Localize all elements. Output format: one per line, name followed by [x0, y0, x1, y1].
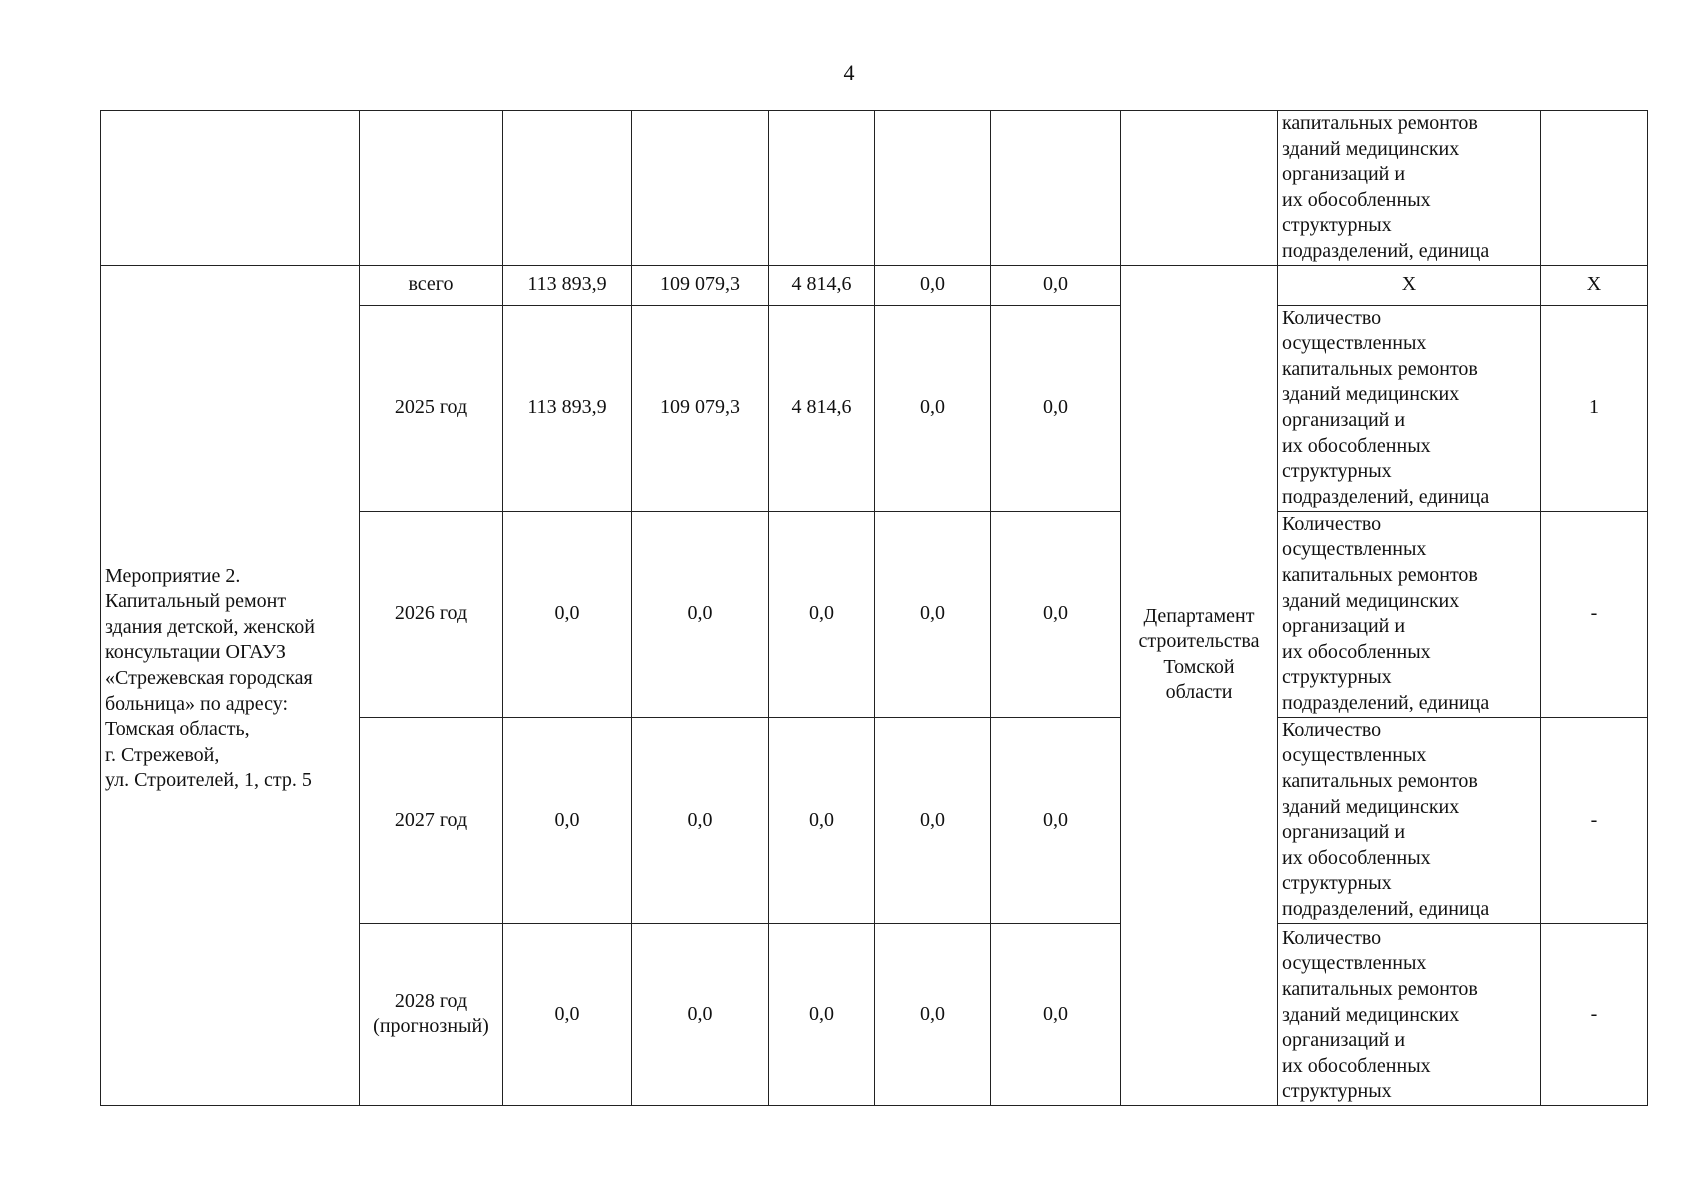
measure-name-line: ул. Строителей, 1, стр. 5: [105, 769, 312, 792]
indicator-line: организаций и: [1282, 409, 1406, 432]
value-cell: 0,0: [769, 511, 875, 717]
value-cell: 0,0: [875, 717, 991, 923]
indicator-line: осуществленных: [1282, 538, 1427, 561]
value-cell: 109 079,3: [632, 305, 769, 511]
indicator-cell: [1278, 305, 1541, 511]
indicator-line: структурных: [1282, 666, 1392, 689]
indicator-line: капитальных ремонтов: [1282, 357, 1478, 380]
measure-name-line: «Стрежевская городская: [105, 667, 313, 689]
empty-cell: [632, 111, 769, 266]
indicator-line: зданий медицинских: [1282, 589, 1460, 612]
indicator-line: их обособленных: [1282, 434, 1431, 457]
measure-name-line: Капитальный ремонт: [105, 590, 287, 613]
indicator-line: подразделений, единица: [1282, 897, 1490, 920]
value-cell: 4 814,6: [769, 265, 875, 305]
indicator-line: Количество: [1282, 926, 1382, 949]
indicator-line: структурных: [1282, 460, 1392, 483]
target-cell: -: [1541, 923, 1648, 1105]
value-cell: 0,0: [632, 511, 769, 717]
indicator-line: осуществленных: [1282, 332, 1427, 355]
empty-cell: [360, 111, 503, 266]
indicator-line: капитальных ремонтов: [1282, 563, 1478, 586]
measure-name-line: г. Стрежевой,: [105, 743, 220, 766]
indicator-line: капитальных ремонтов: [1282, 769, 1478, 792]
indicator-line: капитальных ремонтов: [1282, 112, 1478, 135]
value-cell: 0,0: [991, 923, 1121, 1105]
continuation-row: [101, 111, 1648, 266]
executor-line: области: [1165, 681, 1233, 704]
measure-name-line: Томская область,: [105, 718, 250, 741]
indicator-line: зданий медицинских: [1282, 137, 1460, 160]
indicator-line: зданий медицинских: [1282, 383, 1460, 406]
indicator-line: их обособленных: [1282, 846, 1431, 869]
value-cell: 113 893,9: [503, 305, 632, 511]
measure-name-line: Мероприятие 2.: [105, 564, 241, 587]
measure-name-line: больница» по адресу:: [105, 692, 289, 715]
empty-cell: [1541, 111, 1648, 266]
value-cell: 0,0: [503, 923, 632, 1105]
value-cell: 0,0: [632, 923, 769, 1105]
indicator-cell: [1278, 111, 1541, 266]
value-cell: 0,0: [991, 305, 1121, 511]
target-cell: -: [1541, 511, 1648, 717]
empty-cell: [1121, 111, 1278, 266]
value-cell: 0,0: [769, 923, 875, 1105]
value-cell: 109 079,3: [632, 265, 769, 305]
empty-cell: [101, 111, 360, 266]
page-number: 4: [843, 60, 855, 85]
value-cell: 0,0: [769, 717, 875, 923]
budget-table: [100, 110, 1648, 1106]
indicator-line: Количество: [1282, 718, 1382, 741]
indicator-cell: [1278, 717, 1541, 923]
empty-cell: [503, 111, 632, 266]
value-cell: 0,0: [503, 511, 632, 717]
indicator-line: организаций и: [1282, 821, 1406, 844]
executor-line: Департамент: [1143, 604, 1255, 627]
indicator-line: Количество: [1282, 512, 1382, 535]
period-cell: 2025 год: [360, 305, 503, 511]
measure-name-line: здания детской, женской: [105, 615, 315, 638]
value-cell: 0,0: [991, 511, 1121, 717]
indicator-cell: [1278, 923, 1541, 1105]
measure-name-line: консультации ОГАУЗ: [105, 641, 286, 664]
value-cell: 4 814,6: [769, 305, 875, 511]
value-cell: 0,0: [991, 717, 1121, 923]
indicator-line: их обособленных: [1282, 1054, 1431, 1077]
period-line: 2028 год: [394, 989, 468, 1012]
empty-cell: [991, 111, 1121, 266]
empty-cell: [769, 111, 875, 266]
indicator-cell: X: [1278, 265, 1541, 305]
indicator-line: зданий медицинских: [1282, 1003, 1460, 1026]
measure-name-cell: [101, 265, 360, 1105]
indicator-line: подразделений, единица: [1282, 691, 1490, 714]
indicator-line: осуществленных: [1282, 744, 1427, 767]
indicator-line: капитальных ремонтов: [1282, 978, 1478, 1001]
value-cell: 0,0: [632, 717, 769, 923]
indicator-cell: [1278, 511, 1541, 717]
period-note: (прогнозный): [373, 1015, 489, 1038]
indicator-line: Количество: [1282, 306, 1382, 329]
period-cell: 2026 год: [360, 511, 503, 717]
indicator-line: организаций и: [1282, 1029, 1406, 1052]
period-cell: всего: [360, 265, 503, 305]
indicator-line: их обособленных: [1282, 188, 1431, 211]
value-cell: 0,0: [875, 305, 991, 511]
indicator-line: структурных: [1282, 214, 1392, 237]
value-cell: 0,0: [991, 265, 1121, 305]
indicator-line: организаций и: [1282, 615, 1406, 638]
table-row: [101, 265, 1648, 305]
indicator-line: осуществленных: [1282, 952, 1427, 975]
value-cell: 0,0: [875, 923, 991, 1105]
indicator-line: подразделений, единица: [1282, 485, 1490, 508]
value-cell: 0,0: [875, 265, 991, 305]
value-cell: 113 893,9: [503, 265, 632, 305]
indicator-line: их обособленных: [1282, 640, 1431, 663]
indicator-line: зданий медицинских: [1282, 795, 1460, 818]
period-cell: [360, 923, 503, 1105]
executor-line: строительства: [1138, 630, 1260, 653]
indicator-line: подразделений, единица: [1282, 240, 1490, 263]
target-cell: 1: [1541, 305, 1648, 511]
executor-line: Томской: [1163, 655, 1235, 678]
executor-cell: [1121, 265, 1278, 1105]
value-cell: 0,0: [875, 511, 991, 717]
empty-cell: [875, 111, 991, 266]
target-cell: -: [1541, 717, 1648, 923]
indicator-line: организаций и: [1282, 163, 1406, 186]
indicator-line: структурных: [1282, 872, 1392, 895]
period-cell: 2027 год: [360, 717, 503, 923]
indicator-line: структурных: [1282, 1080, 1392, 1103]
target-cell: X: [1541, 265, 1648, 305]
value-cell: 0,0: [503, 717, 632, 923]
